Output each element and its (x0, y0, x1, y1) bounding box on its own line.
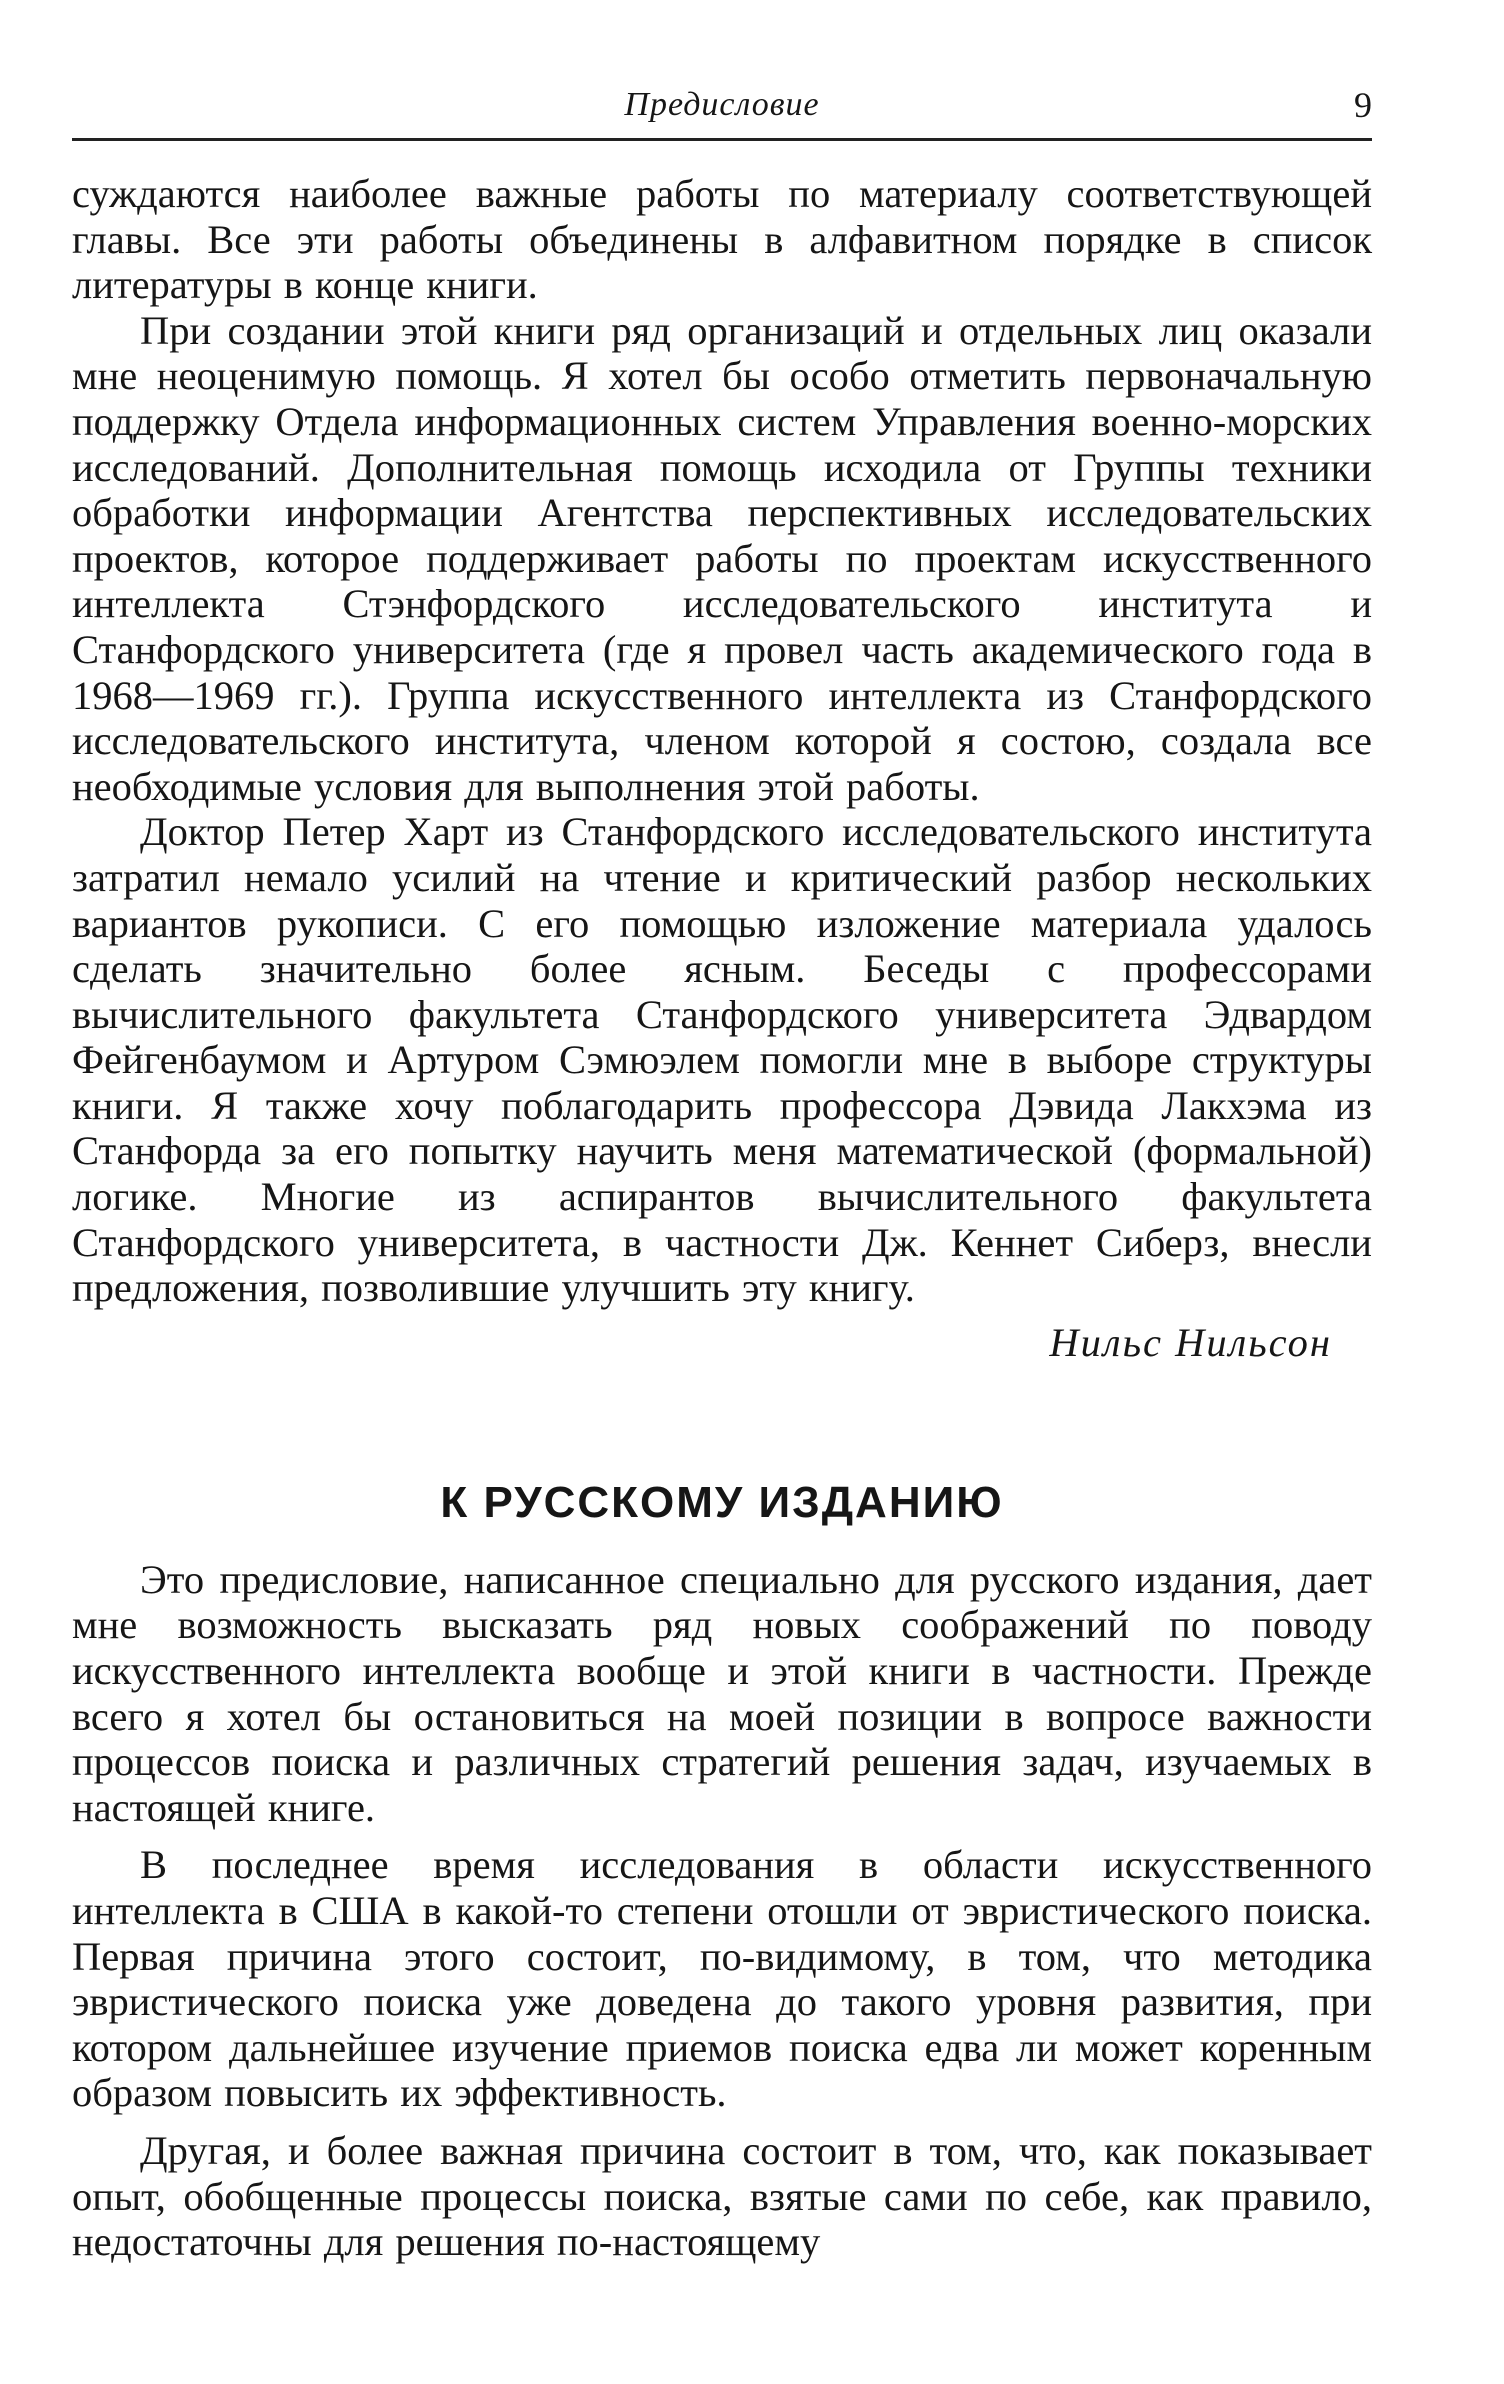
paragraph: Это предисловие, написанное специально для русского издания, дает мне возможность высказать ряд новых соображений по поводу искусственного интеллекта вообще и этой книги в частности. Прежде всего я хотел бы остановиться на моей позиции в вопросе важности процессов поиска и различных стратегий решения задач, изучаемых в настоящей книге. (72, 1556, 1372, 1830)
book-page (72, 82, 1372, 2277)
paragraph: Доктор Петер Харт из Станфордского исследовательского института затратил немало усилий на чтение и критический разбор нескольких вариантов рукописи. С его помощью изложение материала удалось сделать значительно более ясным. Беседы с профессорами вычислительного факультета Станфордского университета Эдвардом Фейгенбаумом и Артуром Сэмюэлем помогли мне в выборе структуры книги. Я также хочу поблагодарить профессора Дэвида Лакхэма из Станфорда за его попытку научить меня математической (формальной) логике. Многие из аспирантов вычислительного факультета Станфордского университета, в частности Дж. Кеннет Сиберз, внесли предложения, позволившие улучшить эту книгу. (72, 809, 1372, 1311)
section-heading: К РУССКОМУ ИЗДАНИЮ (440, 1477, 1004, 1527)
paragraph: суждаются наиболее важные работы по материалу соответствующей главы. Все эти работы объединены в алфавитном порядке в список литературы в конце книги. (72, 171, 1372, 308)
russian-edition-section (72, 1557, 1372, 2265)
preface-continuation (72, 171, 1372, 1367)
running-header (72, 82, 1372, 141)
author-signature: Нильс Нильсон (1049, 1319, 1332, 1365)
paragraph: При создании этой книги ряд организаций и отдельных лиц оказали мне неоценимую помощь. Я хотел бы особо отметить первоначальную поддержку Отдела информационных систем Управления военно-морских исследований. Дополнительная помощь исходила от Группы техники обработки информации Агентства перспективных исследовательских проектов, которое поддерживает работы по проектам искусственного интеллекта Стэнфордского исследовательского института и Станфордского университета (где я провел часть академического года в 1968—1969 гг.). Группа искусственного интеллекта из Станфордского исследовательского института, членом которой я состою, создала все необходимые условия для выполнения этой работы. (72, 307, 1372, 809)
running-title: Предисловие (624, 86, 820, 123)
page-number: 9 (1354, 85, 1372, 125)
paragraph: В последнее время исследования в области искусственного интеллекта в США в какой-то степени отошли от эвристического поиска. Первая причина этого состоит, по-видимому, в том, что методика эвристического поиска уже доведена до такого уровня развития, при котором дальнейшее изучение приемов поиска едва ли может коренным образом повысить их эффективность. (72, 1842, 1372, 2116)
paragraph: Другая, и более важная причина состоит в том, что, как показывает опыт, обобщенные процессы поиска, взятые сами по себе, как правило, недостаточны для решения по-настоящему (72, 2127, 1372, 2265)
